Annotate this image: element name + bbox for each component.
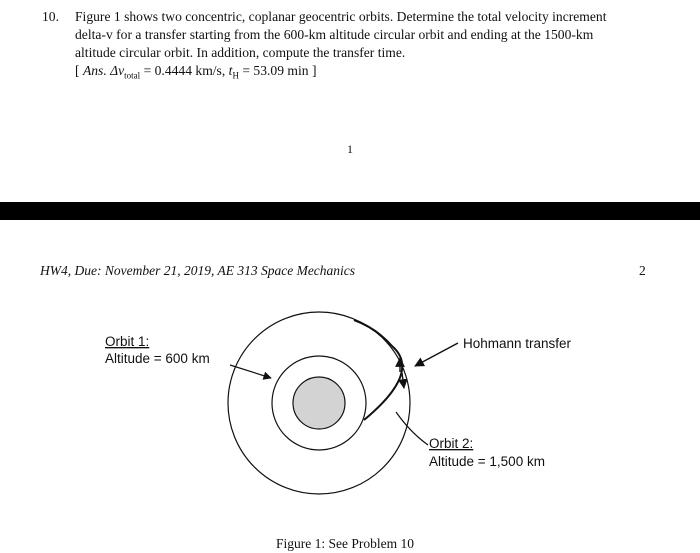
page-number-1: 1 [347,142,353,156]
transfer-leader [415,343,458,366]
page-header: HW4, Due: November 21, 2019, AE 313 Space Mechanics [40,263,356,278]
orbit-2-leader [396,412,428,445]
problem-line-3: altitude circular orbit. In addition, compute the transfer time. [75,45,406,60]
answer-prefix: Ans. [82,63,107,78]
orbit-1-altitude: Altitude = 600 km [105,351,210,366]
delta-v-symbol: Δv [110,63,125,78]
orbit-1-leader [230,365,271,378]
problem-line-2: delta-v for a transfer starting from the 600-km altitude circular orbit and ending at the 1500-km [75,27,594,42]
problem-line-1: Figure 1 shows two concentric, coplanar geocentric orbits. Determine the total velocity increment [75,9,607,24]
arrow-down [402,373,404,388]
answer-open-bracket: [ [75,63,80,78]
orbit-2-title: Orbit 2: [429,436,474,451]
hohmann-transfer-arc [364,346,402,420]
figure-caption: Figure 1: See Problem 10 [276,536,414,551]
problem-number: 10. [42,9,59,24]
page-number-2: 2 [639,263,646,278]
transfer-time-subscript: H [232,70,239,81]
delta-v-subscript: total [124,70,141,81]
orbit-2-altitude: Altitude = 1,500 km [429,454,545,469]
orbit-1-title: Orbit 1: [105,334,150,349]
transfer-time-value: = 53.09 min [242,63,309,78]
answer-close-bracket: ] [311,63,317,78]
transfer-label: Hohmann transfer [463,336,572,351]
delta-v-value: = 0.4444 km/s, [143,63,226,78]
earth-circle [293,377,345,429]
transfer-time-symbol: t [228,63,233,78]
